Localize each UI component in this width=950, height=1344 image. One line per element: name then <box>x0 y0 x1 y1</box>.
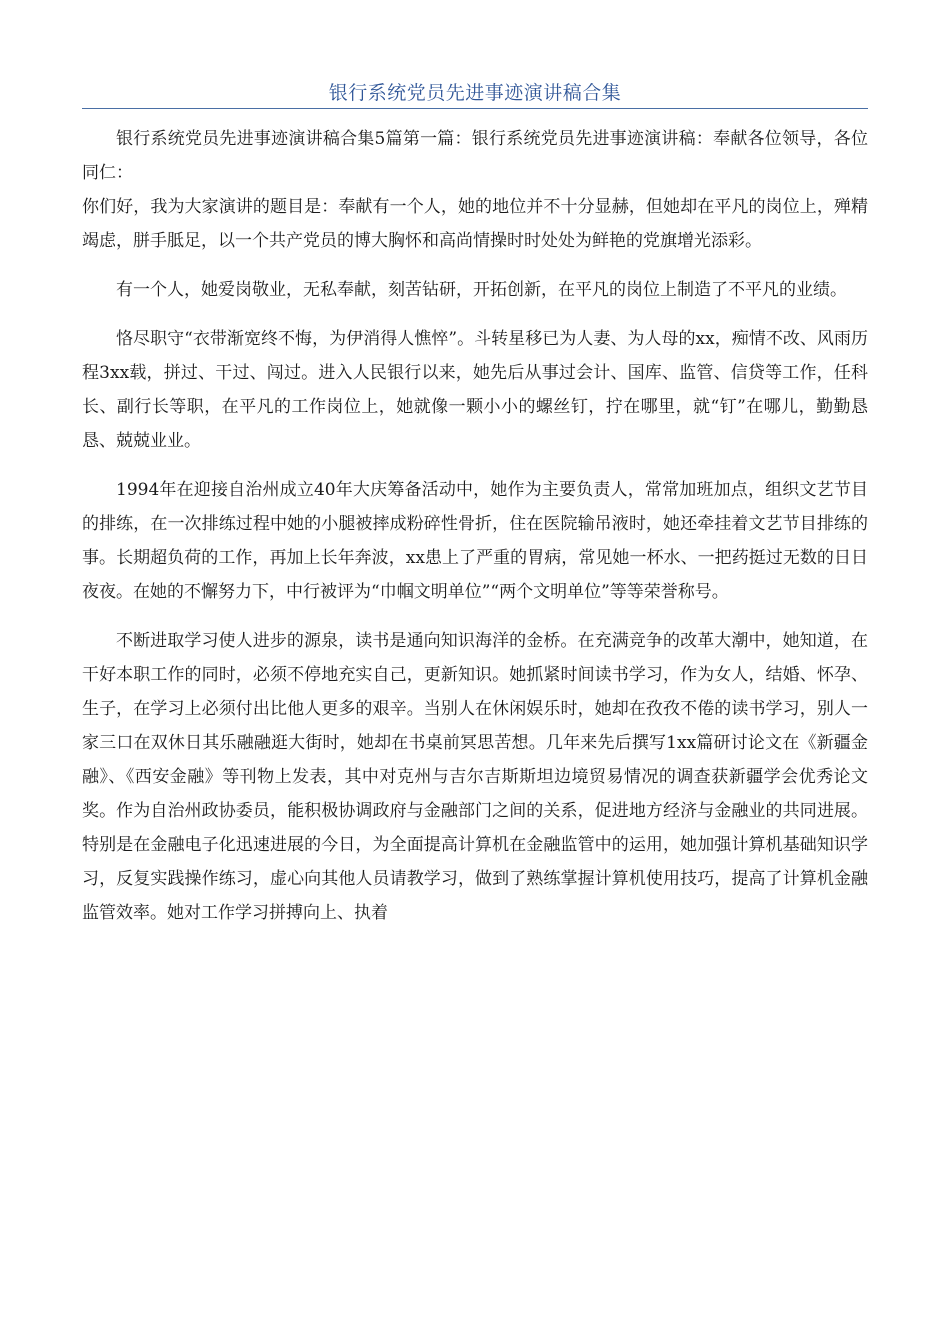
paragraph-intro: 银行系统党员先进事迹演讲稿合集5篇第一篇：银行系统党员先进事迹演讲稿：奉献各位领导，各位同仁： <box>82 129 868 183</box>
paragraph-duty: 恪尽职守“衣带渐宽终不悔，为伊消得人憔悴”。斗转星移已为人妻、为人母的xx，痴情不改、风雨历程3xx载，拼过、干过、闯过。进入人民银行以来，她先后从事过会计、国库、监管、信贷等工作，任科长、副行长等职，在平凡的工作岗位上，她就像一颗小小的螺丝钉，拧在哪里，就“钉”在哪儿，勤勤恳恳、兢兢业业。 <box>82 329 868 451</box>
paragraph-greeting: 你们好，我为大家演讲的题目是：奉献有一个人，她的地位并不十分显赫，但她却在平凡的岗位上，殚精竭虑，胼手胝足，以一个共产党员的博大胸怀和高尚情操时时处处为鲜艳的党旗增光添彩。 <box>82 197 868 251</box>
document-body <box>82 122 868 945</box>
paragraph-1994: 1994年在迎接自治州成立40年大庆筹备活动中，她作为主要负责人，常常加班加点，组织文艺节目的排练，在一次排练过程中她的小腿被摔成粉碎性骨折，住在医院输吊液时，她还牵挂着文艺节目排练的事。长期超负荷的工作，再加上长年奔波，xx患上了严重的胃病，常见她一杯水、一把药挺过无数的日日夜夜。在她的不懈努力下，中行被评为“巾帼文明单位”“两个文明单位”等等荣誉称号。 <box>82 480 868 602</box>
page-title: 银行系统党员先进事迹演讲稿合集 <box>328 82 622 104</box>
paragraph-dedication: 有一个人，她爱岗敬业，无私奉献，刻苦钻研，开拓创新，在平凡的岗位上制造了不平凡的业绩。 <box>116 280 847 300</box>
paragraph-learning: 不断进取学习使人进步的源泉，读书是通向知识海洋的金桥。在充满竞争的改革大潮中，她知道，在干好本职工作的同时，必须不停地充实自己，更新知识。她抓紧时间读书学习，作为女人，结婚、怀孕、生子，在学习上必须付出比他人更多的艰辛。当别人在休闲娱乐时，她却在孜孜不倦的读书学习，别人一家三口在双休日其乐融融逛大街时，她却在书桌前冥思苦想。几年来先后撰写1xx篇研讨论文在《新疆金融》、《西安金融》等刊物上发表，其中对克州与吉尔吉斯斯坦边境贸易情况的调查获新疆学会优秀论文奖。作为自治州政协委员，能积极协调政府与金融部门之间的关系，促进地方经济与金融业的共同进展。特别是在金融电子化迅速进展的今日，为全面提高计算机在金融监管中的运用，她加强计算机基础知识学习，反复实践操作练习，虚心向其他人员请教学习，做到了熟练掌握计算机使用技巧，提高了计算机金融监管效率。她对工作学习拼搏向上、执着 <box>82 631 868 923</box>
title-bar <box>82 80 868 109</box>
